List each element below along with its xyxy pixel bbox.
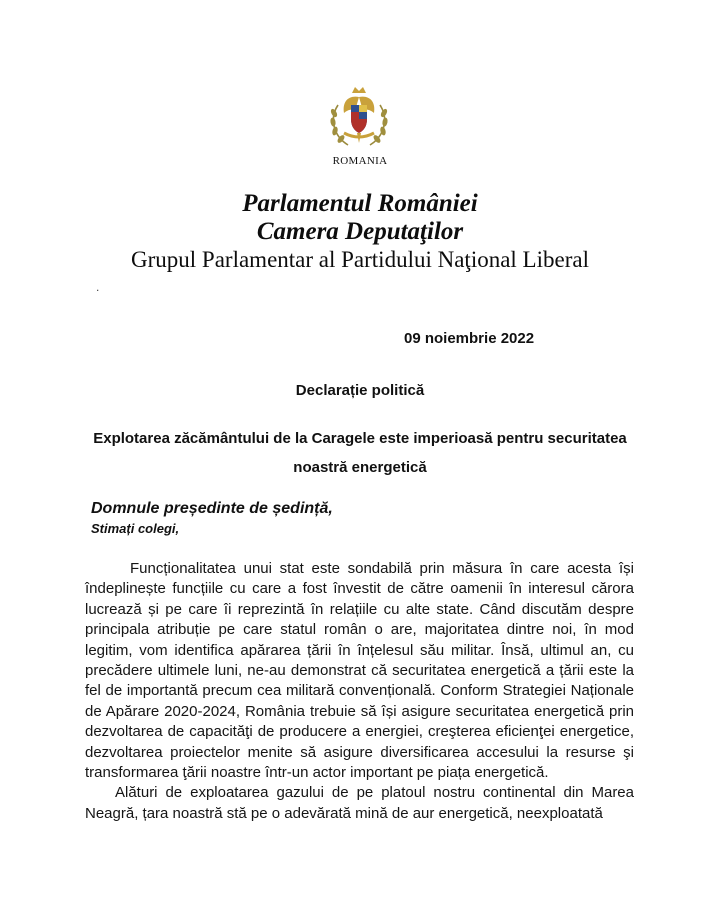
parliamentary-group-title: Grupul Parlamentar al Partidului Naţional Liberal (131, 247, 589, 272)
document-subject: Explotarea zăcământului de la Caragele este imperioasă pentru securitatea noastră energetică (93, 430, 627, 476)
crest-caption: ROMANIA (332, 155, 388, 167)
stray-mark: . (96, 280, 100, 294)
greeting-line: Domnule președinte de ședință, (91, 500, 333, 517)
chamber-title: Camera Deputaţilor (256, 218, 464, 245)
document-date: 09 noiembrie 2022 (404, 330, 535, 347)
salutation-line: Stimați colegi, (91, 521, 180, 536)
institution-title: Parlamentul României (242, 190, 478, 217)
document-type-heading: Declarație politică (295, 382, 425, 399)
romanian-chamber-of-deputies-crest-icon (324, 83, 394, 153)
body-paragraph: Alături de exploatarea gazului de pe platoul nostru continental din Marea Neagră, țara noastră stă pe o adevărată mină de aur energetică, neexploatată (85, 784, 634, 822)
body-paragraph: Funcționalitatea unui stat este sondabilă prin măsura în care acesta își îndeplinește funcțiile cu care a fost învestit de către oamenii în interesul cărora lucrează și pe care îi reprezintă în relațiile cu alte state. Când discutăm despre principala atribuție pe care statul român o are, majoritatea dintre noi, în mod legitim, vom identifica apărarea țării în înțelesul său militar. Însă, ultimul an, cu precădere ultimele luni, ne-au demonstrat că securitatea energetică a țării este la fel de importantă precum cea militară convențională. Conform Strategiei Naționale de Apărare 2020-2024, România trebuie să își asigure securitatea energetică prin dezvoltarea de capacităţi de producere a energiei, creşterea eficienţei energetice, dezvoltarea proiectelor menite să asigure diversificarea accesului la resurse şi transformarea ţării noastre într-un actor important pe piața energetică. (85, 560, 634, 782)
body-text (85, 559, 634, 824)
